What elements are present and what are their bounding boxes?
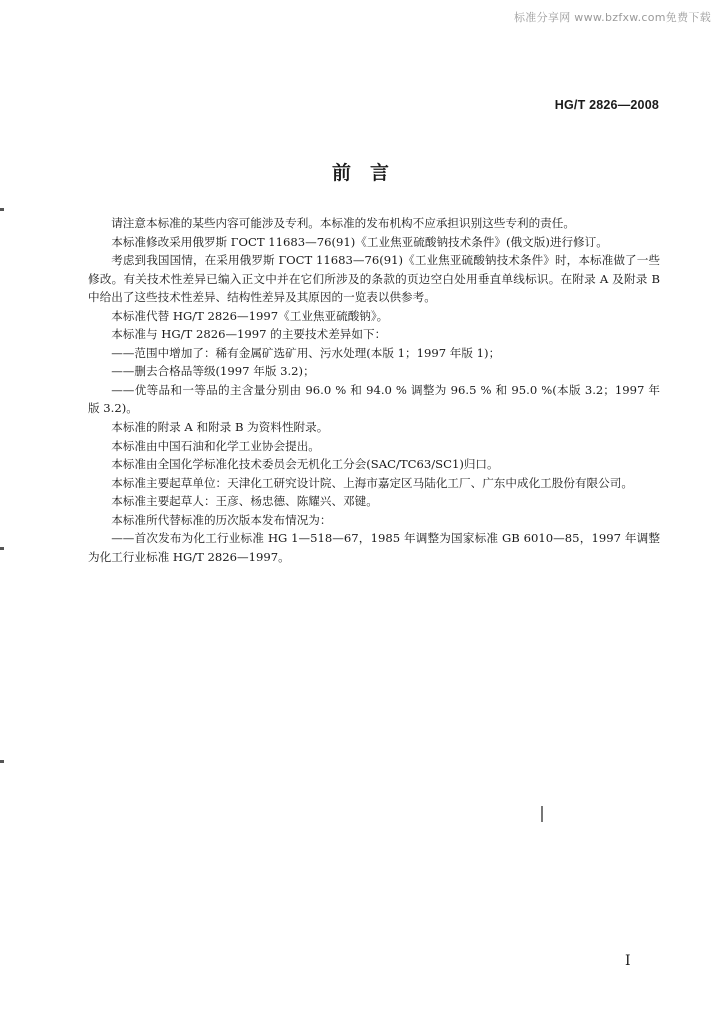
scan-artifact — [0, 547, 4, 550]
paragraph-patent-notice: 请注意本标准的某些内容可能涉及专利。本标准的发布机构不应承担识别这些专利的责任。 — [111, 216, 575, 230]
standard-code: HG/T 2826—2008 — [554, 98, 659, 112]
list-item-grade-removed: ——删去合格品等级(1997 年版 3.2)； — [111, 364, 315, 379]
paragraph-history-intro: 本标准所代替标准的历次版本发布情况为： — [111, 512, 332, 527]
scan-artifact — [541, 806, 543, 822]
list-item-scope: ——范围中增加了：稀有金属矿选矿用、污水处理(本版 1；1997 年版 1)； — [111, 345, 501, 360]
paragraph-proposer: 本标准由中国石油和化学工业协会提出。 — [111, 438, 320, 453]
paragraph-adoption: 本标准修改采用俄罗斯 ГОСТ 11683—76(91)《工业焦亚硫酸钠技术条件》(俄文版)进行修订。 — [111, 234, 608, 249]
page-title: 前 言 — [331, 162, 389, 184]
page-number: I — [625, 953, 631, 969]
paragraph-annexes: 本标准的附录 A 和附录 B 为资料性附录。 — [111, 420, 329, 435]
paragraph-administrator: 本标准由全国化学标准化技术委员会无机化工分会(SAC/TC63/SC1)归口。 — [111, 457, 499, 472]
watermark-text: 标准分享网 www.bzfxw.com免费下载 — [514, 11, 711, 24]
list-item-history: ——首次发布为化工行业标准 HG 1—518—67，1985 年调整为国家标准 GB 6010—85，1997 年调整为化工行业标准 HG/T 2826—1997。 — [88, 531, 660, 564]
paragraph-differences-intro: 本标准与 HG/T 2826—1997 的主要技术差异如下： — [111, 327, 387, 342]
list-item-content-adjusted: ——优等品和一等品的主含量分别由 96.0 % 和 94.0 % 调整为 96.5 % 和 95.0 %(本版 3.2；1997 年版 3.2)。 — [88, 382, 660, 416]
scan-artifact — [0, 760, 4, 763]
foreword-body — [88, 214, 660, 566]
paragraph-replaces: 本标准代替 HG/T 2826—1997《工业焦亚硫酸钠》。 — [111, 308, 389, 323]
paragraph-drafting-units: 本标准主要起草单位：天津化工研究设计院、上海市嘉定区马陆化工厂、广东中成化工股份有限公司。 — [111, 475, 633, 490]
paragraph-modifications: 考虑到我国国情，在采用俄罗斯 ГОСТ 11683—76(91)《工业焦亚硫酸钠技术条件》时，本标准做了一些修改。有关技术性差异已编入正文中并在它们所涉及的条款的页边空白处用垂直单线标识。在附录 A 及附录 B 中给出了这些技术性差异、结构性差异及其原因的一览表以供参考。 — [88, 253, 660, 305]
paragraph-drafters: 本标准主要起草人：王彦、杨忠德、陈耀兴、邓键。 — [111, 494, 378, 509]
scan-artifact — [0, 208, 4, 211]
